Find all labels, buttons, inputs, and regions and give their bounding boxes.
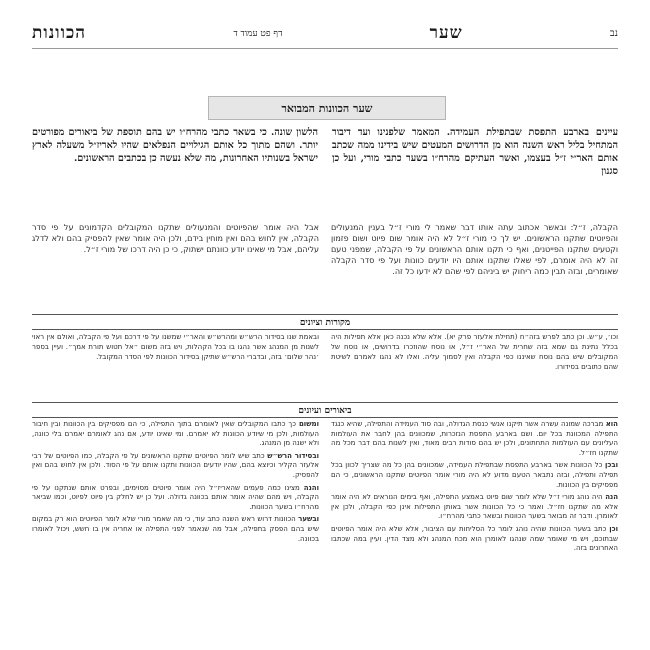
- running-title-left: הכוונות: [32, 23, 87, 43]
- document-page: [32, 18, 618, 634]
- paragraph-text: מצינו כמה פעמים שהאריז״ל היה אומר פיוטים מסוימים, ובפרט אותם שנתקנו על פי הקבלה, ויש מהם שהיה אומר אותם בכוונה גדולה. ועל כן יש לחלק בין פיוט לפיוט, וכמו שביאר מהרח״ו בשער הכוונות.: [32, 483, 319, 511]
- paragraph-lead: והנה: [303, 483, 319, 492]
- commentary-heading-label: ביאורים ועיונים: [290, 405, 359, 416]
- paragraph-text: מברכה שמונה עשרה אשר תיקנו אנשי כנסת הגדולה, ובה סוד העמידה והתפילה, שהיא כנגד התפילה המכוונת בכל יום. ושם בארבע התפסת הנזכרות, שמכוונים בהן לחבר את העולמות העליונים עם העולמות התחתונים, ולכן יש בהם סודות רבים מאוד, ואין לשנות בהם דבר מכל מה שתקנו חז״ל.: [331, 420, 618, 457]
- paragraph-text: כך כתבו המקובלים שאין לאומרם בתוך התפילה, כי הם מפסיקים בין הכוונות ובין חיבור העולמות, ולכן מי שיודע הכוונות לא יאמרם. ומי שאינו יודע, אם נהג לאומרם יאמרם בלי כוונה, ולא ישנה מן המנהג.: [32, 420, 319, 448]
- sources-heading-label: מקורות וציונים: [292, 317, 358, 328]
- commentary-paragraph: [331, 525, 618, 554]
- commentary-paragraph: [32, 515, 319, 544]
- commentary-left: [32, 420, 319, 632]
- commentary-heading: [32, 402, 618, 418]
- commentary-paragraph: [331, 461, 618, 490]
- sources-right: וכו׳, ע״ש. וכן כתב לפרש בזה״ח (תחילת אלעזר פרק יא). אלא שלא נכנה כאן אלא תפילות היה בכלל נתינת גם שמא בזה שחרית של האר״י ז״ל, או נוסח שהוזכרו בדרושים, או נוסח של המקובלים שיש בהם נוסח שאיננו כפי הקבלה ואין לסמוך עליה. ואלו לא נהגו לאמרם לשיטת שהם כתובים בסידורו.: [331, 333, 618, 371]
- intro-block: [32, 126, 618, 212]
- intro-right-column: עיינים בארבע התפסת שבתפילת העמידה. המאמר שלפנינו ועד דיבור המתחיל בליל ראש השנה הוא מן הדרושים המעטים שיש בידינו ממה שכתב אותם האר״י ז״ל בעצמו, ואשר העתיקם מהרח״ו בשער כתבי מורי, ועל כן סגנון: [332, 127, 618, 177]
- commentary-paragraph: [32, 420, 319, 449]
- paragraph-text: כתב בשער הכוונות שהיה נוהג לומר כל הסליחות עם הציבור, אלא שלא היה אומר הפיוטים שבתוכם, ויש מי שאומר שמה שנהגו לאומרן הוא מכח המנהג ולא מצד הדין. ועיין במה שכתבו האחרונים בזה.: [331, 524, 618, 553]
- paragraph-text: הכוונות דרוש ראש השנה כתב עוד, כי מה שאמר מורי שלא לומר הפיוטים הוא רק במקום שיש בהם הפסק בתפילה, אבל מה שנאמר לפני התפילה או אחריה אין בו חשש, ויכול לאומרו בכוונה.: [32, 515, 319, 543]
- commentary-paragraph: [32, 452, 319, 481]
- paragraph-lead: הנה: [605, 493, 618, 502]
- paragraph-text: כתב שיש לומר הפיוטים שתקנו הראשונים על פי הקבלה, כמו הפיוטים של רבי אלעזר הקליר וכיוצא בהם, שהיו יודעים הכוונות ותקנו אותם על פי הסוד. ולכן אין לחוש בהם ואין להפסיק.: [32, 451, 319, 479]
- commentary-right: [331, 420, 618, 632]
- paragraph-lead: ובכן: [604, 461, 618, 470]
- paragraph-lead: ובשער: [298, 515, 319, 524]
- commentary-columns: [32, 420, 618, 632]
- main-text-right: הקבלה, ז״ל: ובאשר אכתוב עתה אותו דבר שאמר לי מורי ז״ל בענין המנעולים והפיוטים שתקנו הראשונים. יש לך כי מורי ז״ל לא היה אומר שום פיוט ושום פזמון וקטעים שתקנו הפייטנים, ואף כי תקנו אותם הראשונים על פי הקבלה, שמפני טעם זה לא היה אומרם, לפי שאלו שתקנו אותם היו יודעים כוונות ועל פי סדר הקבלה שאומרים, ובזה תבין כמה ריחוק יש ביניהם לפי שהם לא ידעו כל זה.: [331, 223, 618, 276]
- paragraph-lead: ומשום: [298, 420, 319, 428]
- sources-heading: [32, 314, 618, 330]
- main-text-left: אבל היה אומר שהפיוטים והמנעולים שתקנו המקובלים הקדמונים על פי סדר הקבלה, אין לחוש בהם ואין מוחין בידם, ולכן היה אומר שאין להפסיק בהם ולא לדלג עליהם, אבל מי שאינו יודע כוונתם ישתוק, כי כן היה דרכו של מורי ז״ל.: [32, 223, 319, 254]
- sources-left: ובאמת שנו בסידור הרש״ש ומהרש״ש והאר״י שמשנו על פי דרכם ועל פי הקבלה, ואולם אין ראוי לשנות מן המנהג אשר נהגו בו בכל הקהלות, ויש בזה משום ״אל תטוש תורת אמך״. ועיין בספר ׳נהר שלום׳ בזה, ובדברי הרש״ש שתיקן בסידור הכוונות לפי הסדר המקובל.: [32, 333, 319, 361]
- commentary-paragraph: [32, 484, 319, 513]
- paragraph-text: היה נוהג מורי ז״ל שלא לומר שום פיוט באמצע התפילה, ואף בימים הנוראים לא היה אומר אלא מה שתקנו חז״ל. ואמר כי כל הכוונות אשר באותן התפילות אינן כפי הקבלה, ולכן אין לאומרן. ודבר זה מבואר בשער הכוונות ובשאר כתבי מהרח״ו.: [331, 493, 618, 521]
- running-title-right: שער: [429, 23, 463, 43]
- sources-columns: [32, 332, 618, 398]
- section-banner: שער הכוונות המבואר: [208, 96, 446, 120]
- commentary-paragraph: [331, 420, 618, 458]
- running-head: דף פט עמוד ד: [233, 28, 283, 39]
- page-header: [32, 18, 618, 49]
- intro-left-column: הלשון שונה. כי בשאר כתבי מהרח״ו יש בהם תוספת של ביאורים מפורטים יותר. ושהם מתוך כל אותם הגילויים הנפלאים שהיו לאריז״ל משעלה לארץ ישראל בשנותיו האחרונות, מה שלא נעשה כן בכתבים הראשונים.: [32, 127, 318, 164]
- paragraph-lead: הוא: [605, 420, 618, 428]
- paragraph-lead: וכן: [609, 524, 618, 533]
- paragraph-lead: ובסידור הרש״ש: [267, 451, 319, 460]
- main-text-columns: [32, 222, 618, 310]
- paragraph-text: כל הכוונות אשר בארבע התפסת שבתפילת העמידה, שמכוונים בהן כל מה שצריך לכוון בכל תפילה ותפילה, ובזה נתבאר הטעם מדוע לא היה מורי אומר הפיוטים שתקנו הראשונים, כי הם מפסיקים בין הכוונות.: [331, 461, 618, 489]
- page-number: נב: [609, 27, 618, 39]
- commentary-paragraph: [331, 493, 618, 522]
